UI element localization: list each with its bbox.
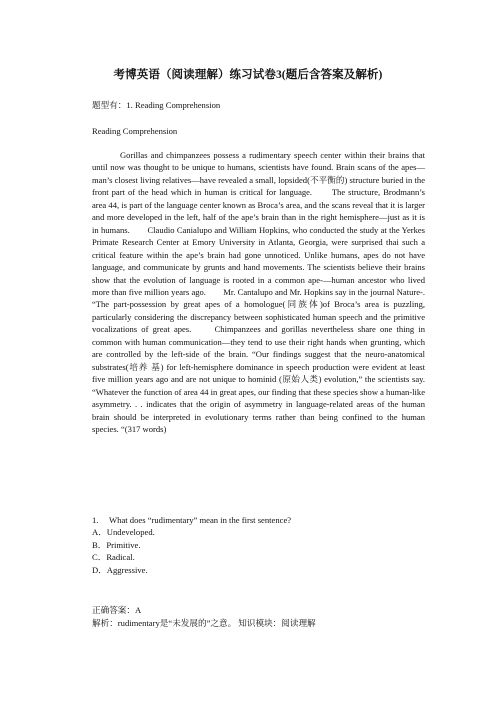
document-title: 考博英语（阅读理解）练习试卷3(题后含答案及解析): [113, 69, 383, 81]
option-b: B．Primitive.: [92, 539, 141, 550]
option-a: A．Undeveloped.: [92, 527, 155, 538]
question-stem: 1. What does “rudimentary” mean in the first sentence?: [92, 515, 292, 525]
correct-answer: 正确答案：A: [92, 605, 142, 615]
option-d: D．Aggressive.: [92, 564, 148, 575]
section-heading: Reading Comprehension: [92, 126, 178, 136]
question-block: [92, 514, 291, 576]
answer-explanation: 解析：rudimentary是“未发展的”之意。 知识模块：阅读理解: [92, 618, 316, 628]
question-type-line: 题型有：1. Reading Comprehension: [92, 100, 221, 110]
option-c: C．Radical.: [92, 552, 135, 563]
reading-passage: Gorillas and chimpanzees possess a rudimentary speech center within their brains that until now was thought to be unique to humans, scientists have found. Brain scans of the apes—man’s closest living relatives—have revealed a small, lopsided(不平衡的) structure buried in the front part of the head which in human is critical for language. The structure, Brodmann’s area 44, is part of the language center known as Broca’s area, and the scans reveal that it is larger and more developed in the left, half of the ape’s brain than in the right hemisphere—just as it is in humans. Claudio Canialupo and William Hopkins, who conducted the study at the Yerkes Primate Research Center at Emory University in Atlanta, Georgia, were surprised thai such a critical feature within the ape’s brain had gone unnoticed. Unlike humans, apes do not have language, and communicate by grunts and hand movements. The scientists believe their brains show that the evolution of language is rooted in a common ape-—human ancestor who lived more than five million years ago. Mr. Cantalupo and Mr. Hopkins say in the journal Nature-. “The part-possession by great apes of a homologue(同族体)of Broca’s area is puzzling, particularly considering the discrepancy between sophisticated human speech and the primitive vocalizations of great apes. Chimpanzees and gorillas nevertheless share one thing in common with human communication—they tend to use their right hands when grunting, which are controlled by the left-side of the brain. “Our findings suggest that the neuro-anatomical substrates(培养 基) for left-hemisphere dominance in speech production were evident at least five million years ago and are not unique to hominid (原始人类) evolution,” the scientists say. “Whatever the function of area 44 in great apes, our finding that these species show a human-like asymmetry. . . indicates that the origin of asymmetry in language-related areas of the human brain should be interpreted in evolutionary terms rather than being confined to the human species. “(317 words): [92, 150, 425, 434]
answer-block: [92, 604, 316, 630]
